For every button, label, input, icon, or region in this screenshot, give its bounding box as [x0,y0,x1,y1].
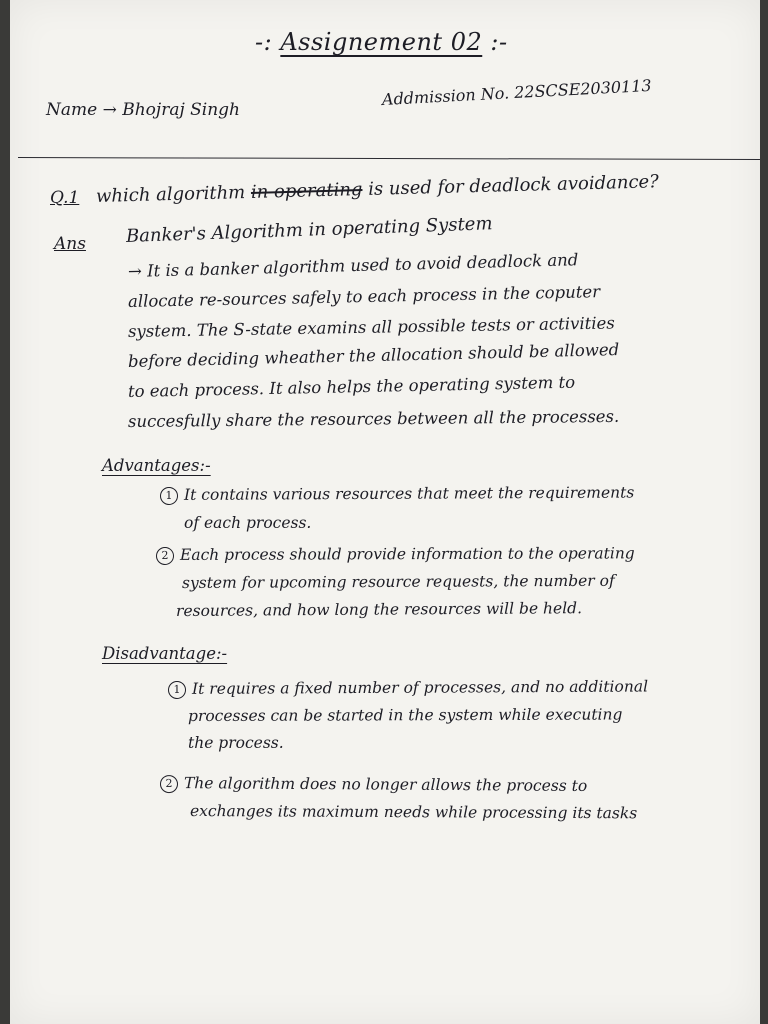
disadvantage-item-1 [168,677,648,699]
advantage-item-2 [156,544,635,565]
disadvantage-item-2 [160,774,587,796]
item-line: resources, and how long the resources will be held. [175,599,583,620]
answer-title: Banker's Algorithm in operating System [125,213,493,247]
item-line: the process. [188,734,284,752]
item-line: The algorithm does no longer allows the process to [183,774,588,795]
item-line: It requires a fixed number of processes, and no additional [191,677,649,698]
title-suffix: :- [490,28,508,56]
answer-line: before deciding wheather the allocation should be allowed [127,339,620,371]
item-line: of each process. [184,514,312,532]
disadvantages-heading: Disadvantage:- [102,644,228,663]
notebook-page [10,0,760,1024]
advantages-heading: Advantages:- [102,456,211,475]
title-text: Assignement 02 [280,28,483,56]
page-title [255,28,508,56]
circled-number-icon: 1 [160,487,178,505]
advantage-item-1 [160,484,634,505]
answer-line: system. The S-state examins all possible tests or activities [127,313,615,341]
answer-line: → It is a banker algorithm used to avoid deadlock and [127,250,579,281]
question-text [96,171,659,207]
item-line: exchanges its maximum needs while processing its tasks [189,802,638,823]
admission-number: Addmission No. 22SCSE2030113 [381,75,653,109]
header-divider [18,157,760,160]
answer-label: Ans [54,234,86,254]
title-prefix: -: [255,28,273,56]
item-line: It contains various resources that meet the requirements [183,483,635,504]
answer-line: succesfully share the resources between all the processes. [127,406,620,431]
item-line: Each process should provide information to the operating [179,544,635,564]
answer-line: allocate re-sources safely to each process in the coputer [127,282,601,311]
question-text-before: which algorithm [95,182,246,207]
item-line: processes can be started in the system while executing [187,705,623,725]
question-label: Q.1 [50,188,80,208]
question-text-after: is used for deadlock avoidance? [367,171,660,200]
answer-line: to each process. It also helps the operating system to [127,372,576,401]
item-line: system for upcoming resource requests, the number of [181,571,615,592]
question-struck-text: in operating [250,179,363,203]
student-name: Name → Bhojraj Singh [46,100,240,120]
circled-number-icon: 1 [168,681,186,699]
circled-number-icon: 2 [156,547,174,565]
circled-number-icon: 2 [160,775,178,793]
